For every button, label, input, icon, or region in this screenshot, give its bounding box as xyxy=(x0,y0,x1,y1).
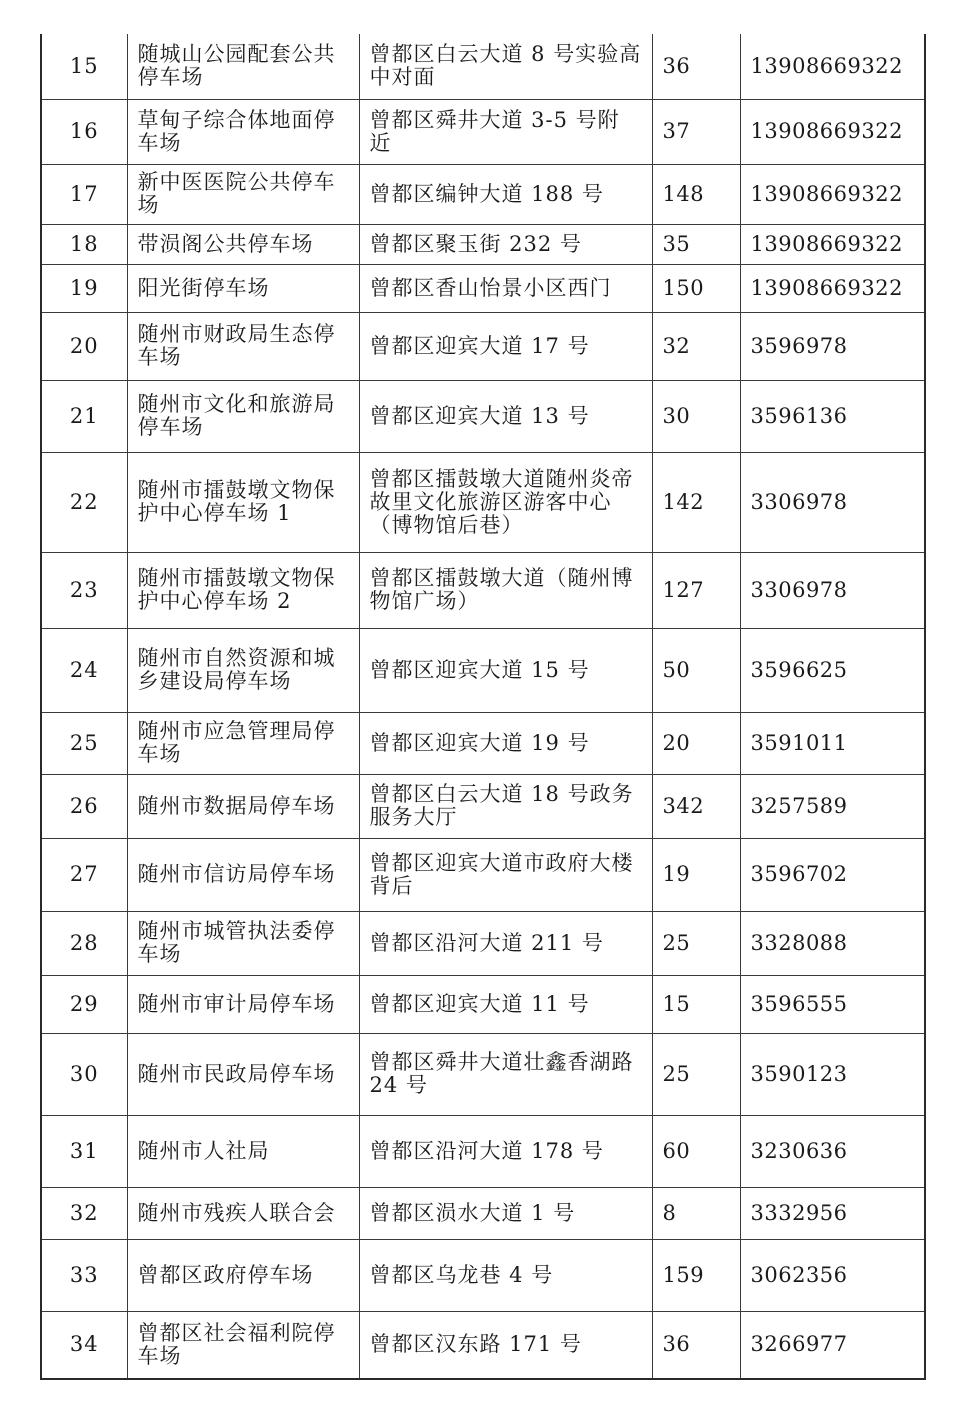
parking-lot-name: 随州市文化和旅游局停车场 xyxy=(127,380,359,452)
parking-lot-address: 曾都区擂鼓墩大道（随州博物馆广场） xyxy=(359,552,652,628)
parking-lot-name: 随州市应急管理局停车场 xyxy=(127,712,359,774)
table-row xyxy=(41,975,925,1033)
parking-spaces-count: 37 xyxy=(652,99,740,164)
parking-spaces-count: 15 xyxy=(652,975,740,1033)
contact-phone: 3306978 xyxy=(740,452,925,552)
contact-phone: 3266977 xyxy=(740,1311,925,1379)
parking-spaces-count: 8 xyxy=(652,1187,740,1239)
table-row xyxy=(41,224,925,264)
parking-lot-address: 曾都区汉东路 171 号 xyxy=(359,1311,652,1379)
row-number: 22 xyxy=(41,452,127,552)
row-number: 28 xyxy=(41,911,127,975)
parking-lot-address: 曾都区迎宾大道 11 号 xyxy=(359,975,652,1033)
parking-lot-address: 曾都区沿河大道 211 号 xyxy=(359,911,652,975)
row-number: 17 xyxy=(41,164,127,224)
parking-lot-address: 曾都区迎宾大道市政府大楼背后 xyxy=(359,838,652,911)
contact-phone: 3332956 xyxy=(740,1187,925,1239)
parking-lot-address: 曾都区擂鼓墩大道随州炎帝故里文化旅游区游客中心（博物馆后巷） xyxy=(359,452,652,552)
row-number: 33 xyxy=(41,1239,127,1311)
table-row xyxy=(41,628,925,712)
parking-lot-name: 随州市残疾人联合会 xyxy=(127,1187,359,1239)
parking-spaces-count: 127 xyxy=(652,552,740,628)
parking-lot-address: 曾都区舜井大道 3-5 号附近 xyxy=(359,99,652,164)
table-row xyxy=(41,312,925,380)
contact-phone: 3591011 xyxy=(740,712,925,774)
parking-spaces-count: 35 xyxy=(652,224,740,264)
parking-lot-address: 曾都区迎宾大道 15 号 xyxy=(359,628,652,712)
parking-lot-address: 曾都区舜井大道壮鑫香湖路 24 号 xyxy=(359,1033,652,1115)
parking-lot-name: 随州市城管执法委停车场 xyxy=(127,911,359,975)
row-number: 34 xyxy=(41,1311,127,1379)
parking-lot-name: 曾都区社会福利院停车场 xyxy=(127,1311,359,1379)
contact-phone: 3596136 xyxy=(740,380,925,452)
row-number: 16 xyxy=(41,99,127,164)
table-row xyxy=(41,1033,925,1115)
row-number: 18 xyxy=(41,224,127,264)
parking-lot-name: 随州市擂鼓墩文物保护中心停车场 1 xyxy=(127,452,359,552)
parking-spaces-count: 150 xyxy=(652,264,740,312)
parking-spaces-count: 32 xyxy=(652,312,740,380)
contact-phone: 3257589 xyxy=(740,774,925,838)
table-row xyxy=(41,1311,925,1379)
table-row xyxy=(41,264,925,312)
row-number: 15 xyxy=(41,34,127,99)
parking-spaces-count: 25 xyxy=(652,1033,740,1115)
contact-phone: 3596555 xyxy=(740,975,925,1033)
parking-lot-address: 曾都区白云大道 8 号实验高中对面 xyxy=(359,34,652,99)
contact-phone: 3306978 xyxy=(740,552,925,628)
row-number: 31 xyxy=(41,1115,127,1187)
parking-lot-name: 随州市审计局停车场 xyxy=(127,975,359,1033)
parking-lot-name: 随州市信访局停车场 xyxy=(127,838,359,911)
table-row xyxy=(41,552,925,628)
row-number: 23 xyxy=(41,552,127,628)
table-row xyxy=(41,838,925,911)
parking-spaces-count: 36 xyxy=(652,34,740,99)
parking-list-sheet xyxy=(40,34,924,1380)
table-row xyxy=(41,380,925,452)
parking-spaces-count: 342 xyxy=(652,774,740,838)
parking-spaces-count: 142 xyxy=(652,452,740,552)
parking-lot-address: 曾都区香山怡景小区西门 xyxy=(359,264,652,312)
table-row xyxy=(41,452,925,552)
table-row xyxy=(41,1187,925,1239)
parking-lot-table xyxy=(40,34,926,1380)
row-number: 24 xyxy=(41,628,127,712)
row-number: 25 xyxy=(41,712,127,774)
parking-lot-address: 曾都区迎宾大道 13 号 xyxy=(359,380,652,452)
contact-phone: 13908669322 xyxy=(740,34,925,99)
parking-lot-address: 曾都区涢水大道 1 号 xyxy=(359,1187,652,1239)
parking-lot-address: 曾都区白云大道 18 号政务服务大厅 xyxy=(359,774,652,838)
contact-phone: 3596702 xyxy=(740,838,925,911)
parking-lot-address: 曾都区迎宾大道 17 号 xyxy=(359,312,652,380)
contact-phone: 3062356 xyxy=(740,1239,925,1311)
table-row xyxy=(41,712,925,774)
parking-spaces-count: 36 xyxy=(652,1311,740,1379)
parking-spaces-count: 60 xyxy=(652,1115,740,1187)
parking-lot-address: 曾都区聚玉街 232 号 xyxy=(359,224,652,264)
parking-spaces-count: 148 xyxy=(652,164,740,224)
contact-phone: 13908669322 xyxy=(740,164,925,224)
parking-lot-name: 随州市数据局停车场 xyxy=(127,774,359,838)
parking-lot-address: 曾都区乌龙巷 4 号 xyxy=(359,1239,652,1311)
table-row xyxy=(41,99,925,164)
row-number: 21 xyxy=(41,380,127,452)
parking-lot-name: 随州市民政局停车场 xyxy=(127,1033,359,1115)
parking-spaces-count: 159 xyxy=(652,1239,740,1311)
row-number: 27 xyxy=(41,838,127,911)
parking-lot-name: 曾都区政府停车场 xyxy=(127,1239,359,1311)
table-row xyxy=(41,1239,925,1311)
contact-phone: 13908669322 xyxy=(740,99,925,164)
table-body xyxy=(41,34,925,1379)
contact-phone: 13908669322 xyxy=(740,224,925,264)
row-number: 30 xyxy=(41,1033,127,1115)
contact-phone: 3596625 xyxy=(740,628,925,712)
table-row xyxy=(41,34,925,99)
contact-phone: 3590123 xyxy=(740,1033,925,1115)
contact-phone: 3328088 xyxy=(740,911,925,975)
table-row xyxy=(41,774,925,838)
row-number: 29 xyxy=(41,975,127,1033)
parking-lot-name: 草甸子综合体地面停车场 xyxy=(127,99,359,164)
parking-lot-address: 曾都区沿河大道 178 号 xyxy=(359,1115,652,1187)
parking-spaces-count: 25 xyxy=(652,911,740,975)
table-row xyxy=(41,911,925,975)
parking-lot-name: 随州市财政局生态停车场 xyxy=(127,312,359,380)
parking-lot-name: 阳光街停车场 xyxy=(127,264,359,312)
parking-lot-name: 带涢阁公共停车场 xyxy=(127,224,359,264)
parking-spaces-count: 50 xyxy=(652,628,740,712)
row-number: 32 xyxy=(41,1187,127,1239)
row-number: 20 xyxy=(41,312,127,380)
parking-lot-address: 曾都区迎宾大道 19 号 xyxy=(359,712,652,774)
row-number: 26 xyxy=(41,774,127,838)
contact-phone: 3230636 xyxy=(740,1115,925,1187)
contact-phone: 13908669322 xyxy=(740,264,925,312)
parking-lot-address: 曾都区编钟大道 188 号 xyxy=(359,164,652,224)
parking-spaces-count: 19 xyxy=(652,838,740,911)
contact-phone: 3596978 xyxy=(740,312,925,380)
parking-lot-name: 随城山公园配套公共停车场 xyxy=(127,34,359,99)
parking-lot-name: 随州市自然资源和城乡建设局停车场 xyxy=(127,628,359,712)
row-number: 19 xyxy=(41,264,127,312)
parking-lot-name: 随州市人社局 xyxy=(127,1115,359,1187)
parking-lot-name: 新中医医院公共停车场 xyxy=(127,164,359,224)
table-row xyxy=(41,164,925,224)
parking-spaces-count: 20 xyxy=(652,712,740,774)
parking-spaces-count: 30 xyxy=(652,380,740,452)
parking-lot-name: 随州市擂鼓墩文物保护中心停车场 2 xyxy=(127,552,359,628)
table-row xyxy=(41,1115,925,1187)
